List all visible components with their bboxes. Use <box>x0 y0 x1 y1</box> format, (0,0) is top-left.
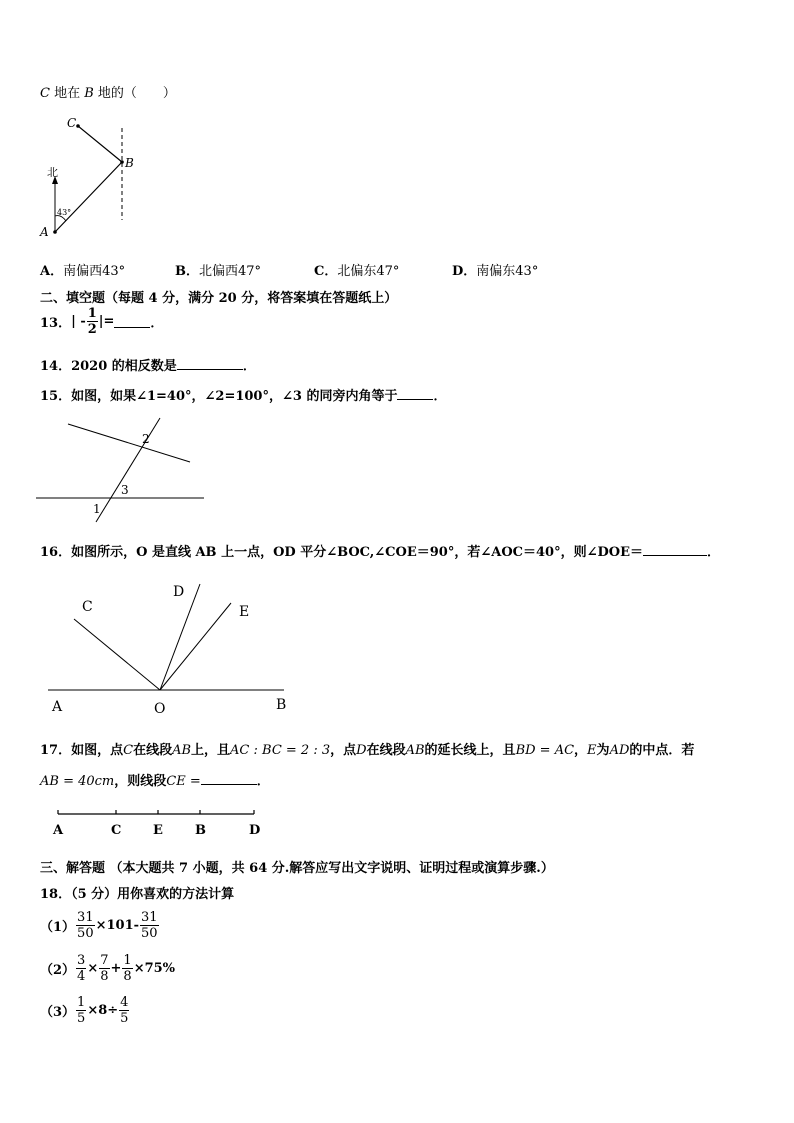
q12-point-c: C <box>40 86 50 101</box>
q15-transversal <box>96 418 160 522</box>
q17-line2: AB = 40cm，则线段CE = ． <box>40 774 270 789</box>
q15-text: 如图，如果∠1=40°，∠2=100°，∠3 的同旁内角等于 <box>71 389 398 404</box>
q15-label-2: 2 <box>142 432 150 446</box>
q17-segment-figure <box>48 806 268 842</box>
q12-label-b: B <box>125 156 134 170</box>
q12-option-a: A．南偏西43° <box>40 264 126 279</box>
section3-title: 三、解答题 （本大题共 7 小题，共 64 分.解答应写出文字说明、证明过程或演算步骤.） <box>40 861 554 876</box>
q16-label-e: E <box>239 604 250 620</box>
q14-end: ． <box>242 359 256 374</box>
q17-label-b: B <box>195 823 206 838</box>
q12-dot-a <box>53 230 57 234</box>
q15-upper-line <box>68 424 190 462</box>
q16 <box>40 541 720 560</box>
q17-answer-blank <box>201 772 257 785</box>
q16-answer-blank <box>643 543 707 556</box>
q13 <box>40 306 163 337</box>
q12-label-angle: 43° <box>57 208 72 217</box>
q13-end: ． <box>150 316 164 331</box>
q16-number: 16． <box>40 545 72 560</box>
q17-line1: 17．如图，点C在线段AB上，且AC : BC = 2 : 3，点D在线段AB的延长线上，且BD = AC，E为AD的中点．若 <box>40 743 695 758</box>
q13-number: 13． <box>40 316 72 331</box>
q15-label-3: 3 <box>121 483 129 497</box>
q14-answer-blank <box>177 357 243 370</box>
q12-stem-mid: 地在 <box>49 86 85 101</box>
q18-head: 18．（5 分）用你喜欢的方法计算 <box>40 887 235 902</box>
q14-number: 14． <box>40 359 72 374</box>
q13-prefix: | - <box>71 314 86 329</box>
q15-end: ． <box>433 389 447 404</box>
q12-label-a: A <box>40 225 49 239</box>
q12-dot-b <box>120 160 124 164</box>
q14-text: 2020 的相反数是 <box>71 359 177 374</box>
q16-label-a: A <box>52 699 63 715</box>
q18-part2: （2） $\frac{3}{4}$ × $\frac{7}{8}$ + $\frac{1}{8}$ ×75% <box>40 953 176 984</box>
q12-stem-tail: 地的（ ） <box>93 86 176 101</box>
q16-end: ． <box>707 545 721 560</box>
q16-angle-figure <box>44 578 294 718</box>
q12-option-c: C．北偏东47° <box>314 264 400 279</box>
section2-title: 二、填空题（每题 4 分，满分 20 分，将答案填在答题纸上） <box>40 291 398 306</box>
q12-segment-cb <box>78 126 122 162</box>
q12-dot-c <box>76 124 80 128</box>
q16-label-o: O <box>154 701 166 717</box>
q16-ray-oe <box>160 603 231 690</box>
q15-answer-blank <box>397 387 433 400</box>
q12-point-b: B <box>84 86 94 101</box>
q12-stem <box>40 82 176 101</box>
q17-label-d: D <box>249 823 261 838</box>
q13-suffix: |= <box>98 314 115 329</box>
q18-part3: （3） $\frac{1}{5}$ ×8÷ $\frac{4}{5}$ <box>40 995 129 1026</box>
q13-fraction: $\frac{1}{2}$ <box>87 306 97 337</box>
q16-ray-oc <box>74 619 160 690</box>
q15-label-1: 1 <box>93 502 101 516</box>
q15-lines-figure <box>36 416 206 526</box>
q15 <box>40 385 446 404</box>
q16-text: 如图所示，O 是直线 AB 上一点，OD 平分∠BOC,∠COE＝90°，若∠AOC＝40°，则∠DOE＝ <box>71 545 643 560</box>
q16-label-b: B <box>276 697 287 713</box>
q12-segment-ab <box>55 162 122 232</box>
q18-part1: （1） $\frac{31}{50}$ ×101- $\frac{31}{50}$ <box>40 910 158 941</box>
q17-label-a: A <box>53 823 64 838</box>
q12-option-b: B．北偏西47° <box>175 264 262 279</box>
q12-label-c: C <box>67 116 77 130</box>
q17-label-e: E <box>153 823 163 838</box>
q12-direction-figure <box>36 112 146 244</box>
q15-number: 15． <box>40 389 72 404</box>
q16-label-d: D <box>173 584 185 600</box>
q12-option-d: D．南偏东43° <box>452 264 539 279</box>
q13-answer-blank <box>114 315 150 328</box>
q14 <box>40 355 256 374</box>
q17-label-c: C <box>111 823 122 838</box>
q16-label-c: C <box>82 599 93 615</box>
q12-label-north: 北 <box>47 166 58 179</box>
